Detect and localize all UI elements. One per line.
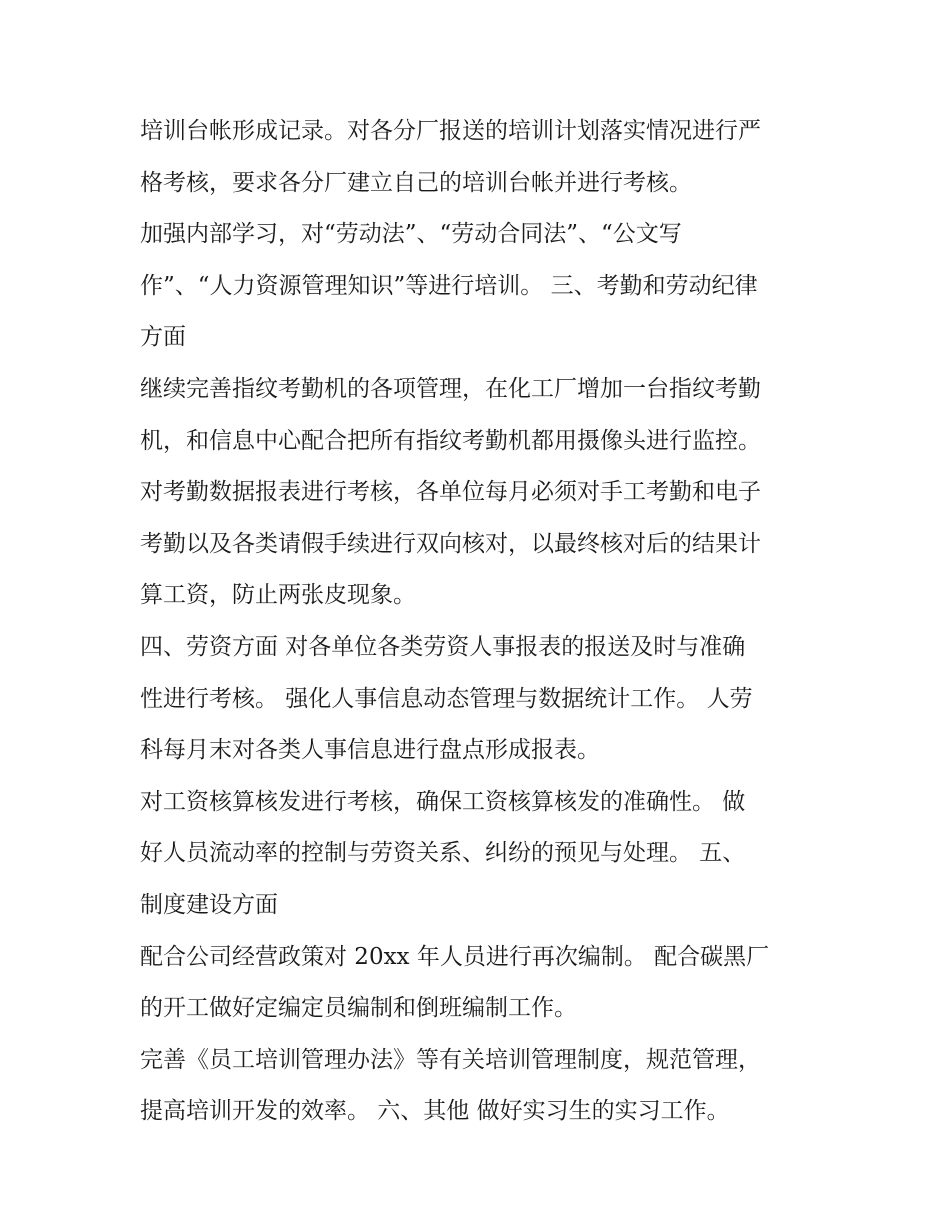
text-line: 对考勤数据报表进行考核，各单位每月必须对手工考勤和电子 — [140, 479, 761, 506]
text-line: 完善《员工培训管理办法》等有关培训管理制度，规范管理， — [140, 1046, 761, 1073]
text-line: 机，和信息中心配合把所有指纹考勤机都用摄像头进行监控。 — [140, 427, 761, 454]
text-line: 好人员流动率的控制与劳资关系、纠纷的预见与处理。 五、 — [140, 840, 746, 867]
text-line: 四、劳资方面 对各单位各类劳资人事报表的报送及时与准确 — [140, 633, 746, 660]
text-line: 作”、“人力资源管理知识”等进行培训。 三、考勤和劳动纪律 — [140, 272, 758, 299]
text-line: 性进行考核。 强化人事信息动态管理与数据统计工作。 人劳 — [140, 685, 753, 712]
text-line: 制度建设方面 — [140, 891, 278, 918]
text-line: 提高培训开发的效率。 六、其他 做好实习生的实习工作。 — [140, 1098, 730, 1125]
text-line: 算工资，防止两张皮现象。 — [140, 582, 416, 609]
text-line: 科每月末对各类人事信息进行盘点形成报表。 — [140, 737, 600, 764]
text-line: 考勤以及各类请假手续进行双向核对，以最终核对后的结果计 — [140, 530, 761, 557]
text-line: 格考核，要求各分厂建立自己的培训台帐并进行考核。 — [140, 169, 692, 196]
text-line: 继续完善指纹考勤机的各项管理，在化工厂增加一台指纹考勤 — [140, 375, 761, 402]
text-line: 对工资核算核发进行考核，确保工资核算核发的准确性。 做 — [140, 788, 746, 815]
text-line: 培训台帐形成记录。对各分厂报送的培训计划落实情况进行严 — [140, 118, 761, 144]
text-line: 的开工做好定编定员编制和倒班编制工作。 — [140, 995, 577, 1022]
text-line: 方面 — [140, 324, 186, 351]
document-body — [140, 106, 820, 1138]
text-line: 加强内部学习，对“劳动法”、“劳动合同法”、“公文写 — [140, 221, 682, 248]
text-line: 配合公司经营政策对 20xx 年人员进行再次编制。 配合碳黑厂 — [140, 943, 770, 970]
